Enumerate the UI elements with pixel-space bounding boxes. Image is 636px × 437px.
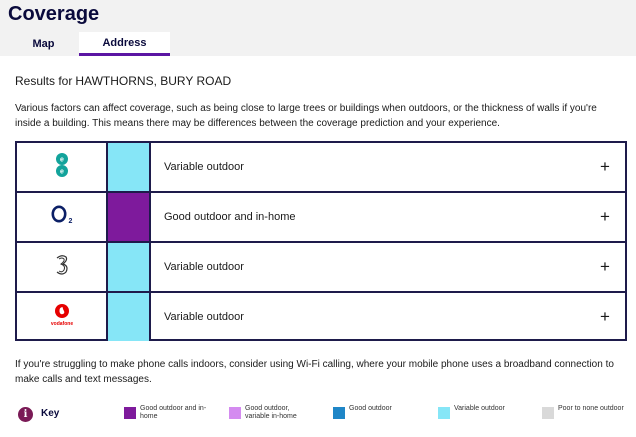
expand-icon[interactable]: + [600,257,610,276]
o2-logo-icon [51,205,73,230]
results-heading [15,74,231,88]
coverage-swatch [108,143,151,191]
key-label: Good outdoor and in-home [140,405,207,420]
results-prefix: Results for [15,74,73,88]
key-label: Variable outdoor [454,405,505,412]
coverage-swatch [108,293,151,341]
logo-cell [17,193,108,241]
intro-text: Various factors can affect coverage, such as being close to large trees or buildings when outdoors, or the thickness of walls if you're inside a building. This means there may be differences between the coverage prediction and your experience. [15,103,597,129]
coverage-key [18,405,628,429]
operator-row-vodafone[interactable] [17,291,625,341]
vodafone-logo-icon [49,303,75,332]
coverage-status: Variable outdoor [164,311,244,323]
svg-text:vodafone: vodafone [50,320,73,327]
key-swatch [542,407,554,419]
tab-map[interactable]: Map [32,38,55,50]
key-label: Poor to none outdoor [558,405,624,412]
key-swatch [229,407,241,419]
key-label: Good outdoor [349,405,392,412]
key-swatch [438,407,450,419]
tab-bar [8,32,170,56]
coverage-status: Variable outdoor [164,161,244,173]
tab-address[interactable]: Address [79,32,170,56]
logo-cell [17,293,108,341]
ee-logo-icon [55,153,69,182]
coverage-swatch [108,243,151,291]
three-logo-icon [54,254,70,281]
info-icon[interactable]: i [18,407,33,422]
coverage-status: Good outdoor and in-home [164,211,296,223]
key-swatch [124,407,136,419]
svg-text:e: e [59,168,64,175]
svg-text:2: 2 [68,217,72,225]
operator-row-ee[interactable] [17,143,625,191]
page-title: Coverage [8,3,100,25]
expand-icon[interactable]: + [600,157,610,176]
results-panel [0,56,636,437]
coverage-swatch [108,193,151,241]
operator-row-three[interactable] [17,241,625,291]
logo-cell [17,143,108,191]
expand-icon[interactable]: + [600,207,610,226]
results-address: HAWTHORNS, BURY ROAD [75,74,232,88]
operator-row-o2[interactable] [17,191,625,241]
wifi-calling-note: If you're struggling to make phone calls indoors, consider using Wi-Fi calling, where your mobile phone uses a broadband connection to make calls and text messages. [15,359,614,385]
expand-icon[interactable]: + [600,307,610,326]
coverage-status: Variable outdoor [164,261,244,273]
svg-text:e: e [59,156,64,163]
key-title: Key [41,408,60,419]
key-swatch [333,407,345,419]
key-label: Good outdoor, variable in-home [245,405,297,420]
coverage-table [15,141,627,341]
logo-cell [17,243,108,291]
